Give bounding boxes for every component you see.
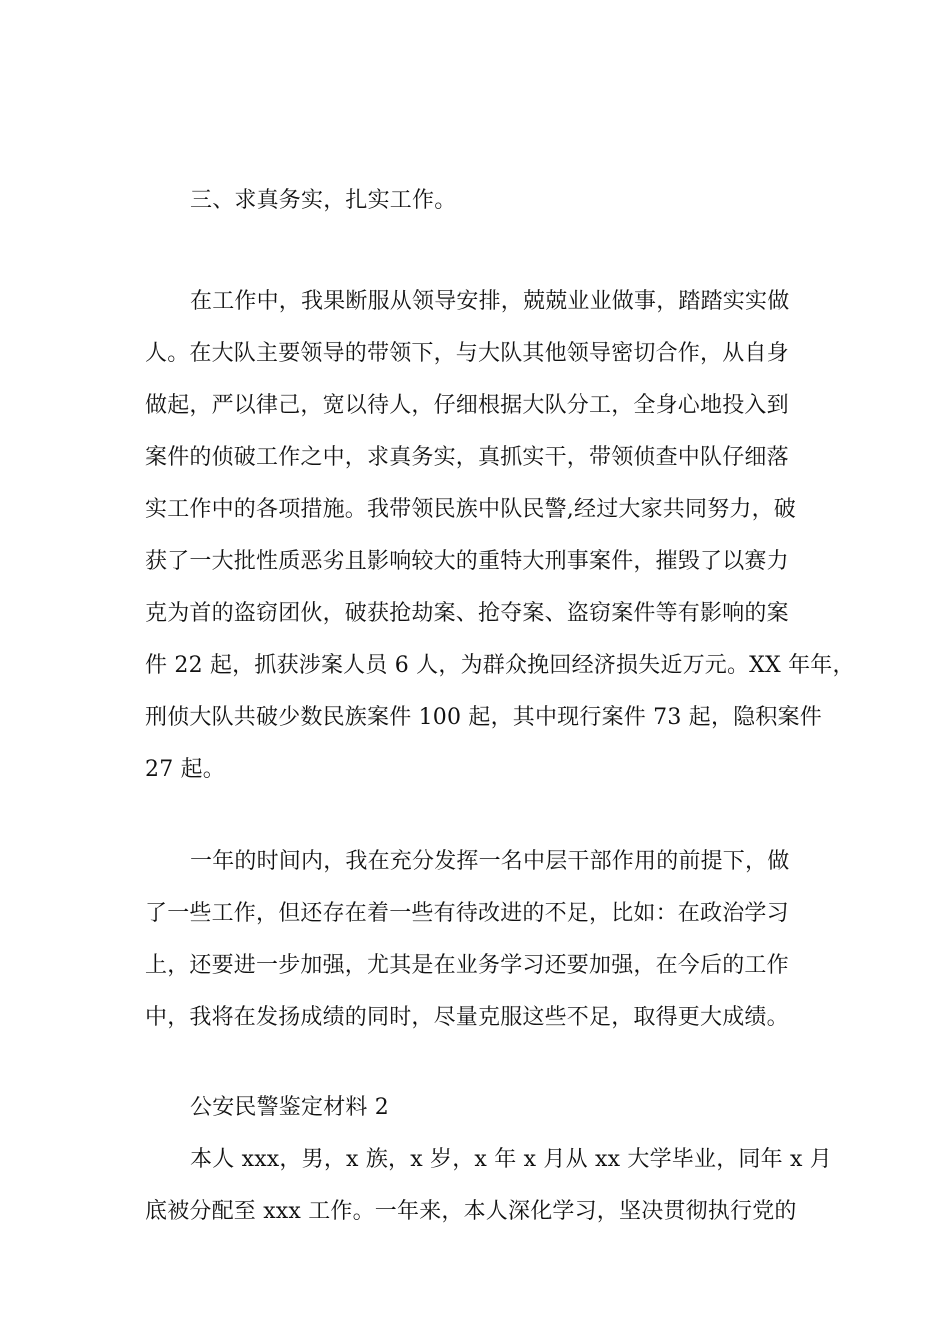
paragraph-line: 本人 xxx，男，x 族，x 岁，x 年 x 月从 xx 大学毕业，同年 x 月 [190, 1147, 833, 1172]
paragraph-line: 上，还要进一步加强，尤其是在业务学习还要加强，在今后的工作 [145, 953, 789, 978]
paragraph-line: 底被分配至 xxx 工作。一年来，本人深化学习，坚决贯彻执行党的 [145, 1199, 797, 1224]
paragraph-line: 中，我将在发扬成绩的同时，尽量克服这些不足，取得更大成绩。 [145, 1005, 789, 1030]
paragraph-line: 人。在大队主要领导的带领下，与大队其他领导密切合作，从自身 [145, 341, 789, 366]
paragraph-line: 27 起。 [145, 757, 225, 782]
paragraph-line: 在工作中，我果断服从领导安排，兢兢业业做事，踏踏实实做 [190, 289, 790, 314]
paragraph-line: 案件的侦破工作之中，求真务实，真抓实干，带领侦查中队仔细落 [145, 445, 789, 470]
paragraph-line: 了一些工作，但还存在着一些有待改进的不足，比如：在政治学习 [145, 901, 789, 926]
paragraph-line: 实工作中的各项措施。我带领民族中队民警,经过大家共同努力，破 [145, 497, 796, 522]
paragraph-line: 件 22 起，抓获涉案人员 6 人，为群众挽回经济损失近万元。XX 年年， [145, 653, 855, 678]
section-heading: 三、求真务实，扎实工作。 [190, 188, 457, 213]
paragraph-line: 做起，严以律己，宽以待人，仔细根据大队分工，全身心地投入到 [145, 393, 789, 418]
paragraph-line: 刑侦大队共破少数民族案件 100 起，其中现行案件 73 起，隐积案件 [145, 705, 822, 730]
paragraph-line: 获了一大批性质恶劣且影响较大的重特大刑事案件，摧毁了以赛力 [145, 549, 789, 574]
section-title: 公安民警鉴定材料 2 [190, 1095, 389, 1120]
paragraph-line: 克为首的盗窃团伙，破获抢劫案、抢夺案、盗窃案件等有影响的案 [145, 601, 789, 626]
paragraph-line: 一年的时间内，我在充分发挥一名中层干部作用的前提下，做 [190, 849, 790, 874]
